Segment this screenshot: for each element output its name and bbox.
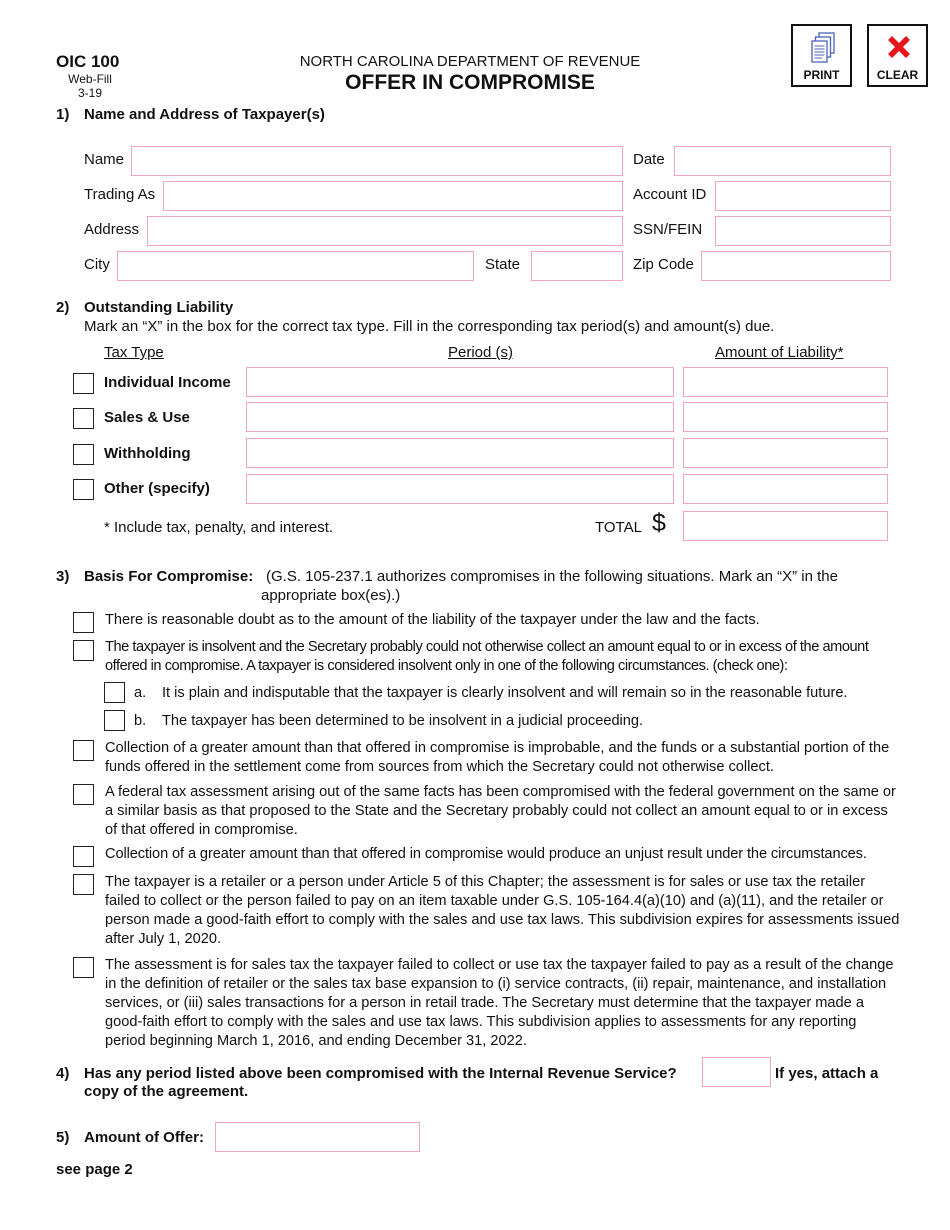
amount-of-offer-input[interactable] bbox=[215, 1122, 420, 1152]
withholding-checkbox[interactable] bbox=[73, 444, 94, 465]
form-sub1: Web-Fill bbox=[68, 72, 112, 86]
department-name: NORTH CAROLINA DEPARTMENT OF REVENUE bbox=[299, 53, 641, 70]
section-3-intro-2: appropriate box(es).) bbox=[261, 587, 401, 604]
basis-2a-letter: a. bbox=[134, 685, 147, 701]
other-checkbox[interactable] bbox=[73, 479, 94, 500]
individual-income-checkbox[interactable] bbox=[73, 373, 94, 394]
basis-5-checkbox[interactable] bbox=[73, 846, 94, 867]
account-id-label: Account ID bbox=[633, 186, 707, 203]
sales-use-amount[interactable] bbox=[683, 402, 888, 432]
irs-compromise-input[interactable] bbox=[702, 1057, 771, 1087]
form-sub2: 3-19 bbox=[77, 86, 103, 100]
individual-income-amount[interactable] bbox=[683, 367, 888, 397]
col-tax-type: Tax Type bbox=[104, 344, 164, 361]
withholding-period[interactable] bbox=[246, 438, 674, 468]
individual-income-period[interactable] bbox=[246, 367, 674, 397]
print-icon bbox=[810, 32, 838, 64]
date-label: Date bbox=[633, 151, 665, 168]
ssn-fein-label: SSN/FEIN bbox=[633, 221, 703, 238]
section-1-number: 1) bbox=[56, 106, 70, 123]
basis-4-checkbox[interactable] bbox=[73, 784, 94, 805]
basis-2a-text: It is plain and indisputable that the taxpayer is clearly insolvent and will remain so in the reasonable future. bbox=[162, 685, 848, 701]
basis-4-text: A federal tax assessment arising out of the same facts has been compromised with the federal government on the same or a similar basis as that proposed to the State and the Secretary probably could not collect an amount equal to or in excess of that offered in compromise. bbox=[105, 784, 896, 838]
name-label: Name bbox=[84, 151, 125, 168]
section-2-title: Outstanding Liability bbox=[84, 299, 234, 316]
total-amount-input[interactable] bbox=[683, 511, 888, 541]
section-5-number: 5) bbox=[56, 1129, 70, 1146]
print-label: PRINT bbox=[803, 68, 840, 82]
section-3-number: 3) bbox=[56, 568, 70, 585]
section-1-title: Name and Address of Taxpayer(s) bbox=[84, 106, 325, 123]
withholding-amount[interactable] bbox=[683, 438, 888, 468]
clear-label: CLEAR bbox=[876, 68, 919, 82]
see-page-2: see page 2 bbox=[56, 1161, 133, 1178]
basis-6-text: The taxpayer is a retailer or a person under Article 5 of this Chapter; the assessment is for sales or use tax the retailer failed to collect or the person failed to pay on an item taxable under G.S. 105-164.4(a)(10) and (a)(11), and the retailer or person made a good-faith effort to comply with the sales and use tax laws. This subdivision expires for assessments issued after July 1, 2020. bbox=[105, 874, 900, 947]
zip-label: Zip Code bbox=[633, 256, 694, 273]
sales-use-period[interactable] bbox=[246, 402, 674, 432]
trading-as-label: Trading As bbox=[84, 186, 156, 203]
form-id: OIC 100 bbox=[56, 52, 120, 71]
section-4-question: Has any period listed above been compromised with the Internal Revenue Service? bbox=[84, 1065, 677, 1082]
account-id-input[interactable] bbox=[715, 181, 891, 211]
clear-button[interactable] bbox=[867, 24, 928, 87]
state-input[interactable] bbox=[531, 251, 623, 281]
trading-as-input[interactable] bbox=[163, 181, 623, 211]
basis-3-checkbox[interactable] bbox=[73, 740, 94, 761]
other-period[interactable] bbox=[246, 474, 674, 504]
page-title: OFFER IN COMPROMISE bbox=[345, 71, 595, 94]
basis-2b-letter: b. bbox=[134, 713, 147, 729]
basis-2-checkbox[interactable] bbox=[73, 640, 94, 661]
address-label: Address bbox=[84, 221, 140, 238]
date-input[interactable] bbox=[674, 146, 891, 176]
col-amount: Amount of Liability* bbox=[715, 344, 844, 361]
dollar-sign: $ bbox=[652, 509, 666, 537]
zip-input[interactable] bbox=[701, 251, 891, 281]
row-sales-use: Sales & Use bbox=[104, 409, 190, 426]
section-2-instruction: Mark an “X” in the box for the correct tax type. Fill in the corresponding tax period(s) and amount(s) due. bbox=[84, 318, 775, 335]
basis-6-checkbox[interactable] bbox=[73, 874, 94, 895]
basis-7-checkbox[interactable] bbox=[73, 957, 94, 978]
basis-3-text: Collection of a greater amount than that offered in compromise is improbable, and the funds or a substantial portion of the funds offered in the settlement come from sources from which the Secretary could not otherwise collect. bbox=[105, 740, 890, 775]
address-input[interactable] bbox=[147, 216, 623, 246]
col-period: Period (s) bbox=[448, 344, 514, 361]
amount-of-offer-label: Amount of Offer: bbox=[84, 1129, 204, 1146]
basis-2b-checkbox[interactable] bbox=[104, 710, 125, 731]
other-amount[interactable] bbox=[683, 474, 888, 504]
row-withholding: Withholding bbox=[104, 445, 191, 462]
section-4-attach: If yes, attach a bbox=[775, 1065, 879, 1082]
row-other: Other (specify) bbox=[104, 480, 210, 497]
section-4-number: 4) bbox=[56, 1065, 70, 1082]
ssn-fein-input[interactable] bbox=[715, 216, 891, 246]
row-individual-income: Individual Income bbox=[104, 374, 231, 391]
basis-1-text: There is reasonable doubt as to the amount of the liability of the taxpayer under the law and the facts. bbox=[105, 612, 760, 628]
basis-7-text: The assessment is for sales tax the taxpayer failed to collect or use tax the taxpayer failed to pay as a result of the change in the definition of retailer or the sales tax base expansion to (i) service contracts, (ii) repair, maintenance, and installation services, or (iii) sales transactions for a person in retail trade. The Secretary must determine that the taxpayer made a good-faith effort to comply with the sales and use tax laws. This subdivision applies to assessments for any reporting period beginning March 1, 2016, and ending December 31, 2022. bbox=[105, 957, 894, 1049]
section-3-intro-1: (G.S. 105-237.1 authorizes compromises in the following situations. Mark an “X” in the bbox=[266, 568, 838, 585]
state-label: State bbox=[485, 256, 521, 273]
city-input[interactable] bbox=[117, 251, 474, 281]
basis-2-text: The taxpayer is insolvent and the Secretary probably could not otherwise collect an amount equal to or in excess of the amount offered in compromise. A taxpayer is considered insolvent only in one of the following circumstances. (check one): bbox=[105, 639, 869, 674]
section-3-title: Basis For Compromise: bbox=[84, 568, 254, 585]
clear-icon bbox=[884, 32, 914, 62]
city-label: City bbox=[84, 256, 110, 273]
basis-2b-text: The taxpayer has been determined to be insolvent in a judicial proceeding. bbox=[162, 713, 644, 729]
total-label: TOTAL bbox=[595, 519, 642, 536]
form-revision bbox=[56, 72, 124, 100]
basis-2a-checkbox[interactable] bbox=[104, 682, 125, 703]
section-2-number: 2) bbox=[56, 299, 70, 316]
print-button[interactable] bbox=[791, 24, 852, 87]
sales-use-checkbox[interactable] bbox=[73, 408, 94, 429]
name-input[interactable] bbox=[131, 146, 623, 176]
section-4-line2: copy of the agreement. bbox=[84, 1083, 249, 1100]
basis-1-checkbox[interactable] bbox=[73, 612, 94, 633]
basis-5-text: Collection of a greater amount than that offered in compromise would produce an unjust result under the circumstances. bbox=[105, 846, 867, 862]
footnote: * Include tax, penalty, and interest. bbox=[104, 519, 334, 536]
